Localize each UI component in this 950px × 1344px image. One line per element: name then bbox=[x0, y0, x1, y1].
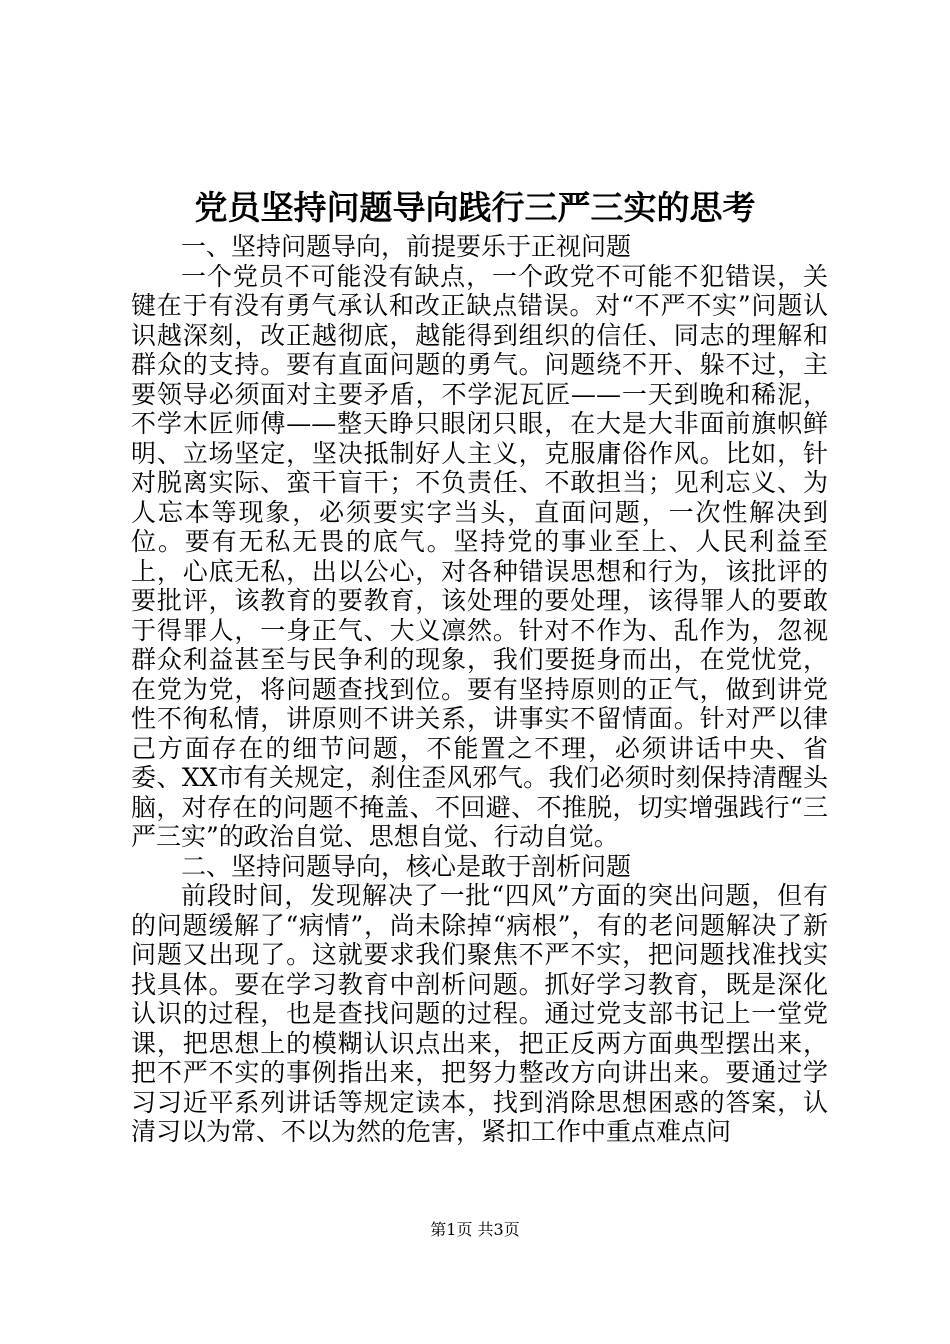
document-title: 党员坚持问题导向践行三严三实的思考 bbox=[194, 188, 756, 227]
body-paragraph-1: 一个党员不可能没有缺点，一个政党不可能不犯错误，关键在于有没有勇气承认和改正缺点错误。对“不严不实”问题认识越深刻，改正越彻底，越能得到组织的信任、同志的理解和群众的支持。要有直面问题的勇气。问题绕不开、躲不过，主要领导必须面对主要矛盾，不学泥瓦匠——一天到晚和稀泥，不学木匠师傅——整天睁只眼闭只眼，在大是大非面前旗帜鲜明、立场坚定，坚决抵制好人主义，克服庸俗作风。比如，针对脱离实际、蛮干盲干；不负责任、不敢担当；见利忘义、为人忘本等现象，必须要实字当头，直面问题，一次性解决到位。要有无私无畏的底气。坚持党的事业至上、人民利益至上，心底无私，出以公心，对各种错误思想和行为，该批评的要批评，该教育的要教育，该处理的要处理，该得罪人的要敢于得罪人，一身正气、大义凛然。针对不作为、乱作为，忽视群众利益甚至与民争利的现象，我们要挺身而出，在党忧党，在党为党，将问题查找到位。要有坚持原则的正气，做到讲党性不徇私情，讲原则不讲关系，讲事实不留情面。针对严以律己方面存在的细节问题，不能置之不理，必须讲话中央、省委、XX市有关规定，刹住歪风邪气。我们必须时刻保持清醒头脑，对存在的问题不掩盖、不回避、不推脱，切实增强践行“三严三实”的政治自觉、思想自觉、行动自觉。 bbox=[131, 261, 828, 851]
section-heading-2: 二、坚持问题导向，核心是敢于剖析问题 bbox=[181, 851, 632, 881]
document-body bbox=[131, 232, 828, 1147]
section-heading-1: 一、坚持问题导向，前提要乐于正视问题 bbox=[181, 232, 632, 261]
page-number-footer: 第1页 共3页 bbox=[430, 1220, 520, 1239]
body-paragraph-2: 前段时间，发现解决了一批“四风”方面的突出问题，但有的问题缓解了“病情”，尚未除掉“病根”，有的老问题解决了新问题又出现了。这就要求我们聚焦不严不实，把问题找准找实找具体。要在学习教育中剖析问题。抓好学习教育，既是深化认识的过程，也是查找问题的过程。通过党支部书记上一堂党课，把思想上的模糊认识点出来，把正反两方面典型摆出来，把不严不实的事例指出来，把努力整改方向讲出来。要通过学习习近平系列讲话等规定读本，找到消除思想困惑的答案，认清习以为常、不以为然的危害，紧扣工作中重点难点问 bbox=[131, 881, 828, 1146]
